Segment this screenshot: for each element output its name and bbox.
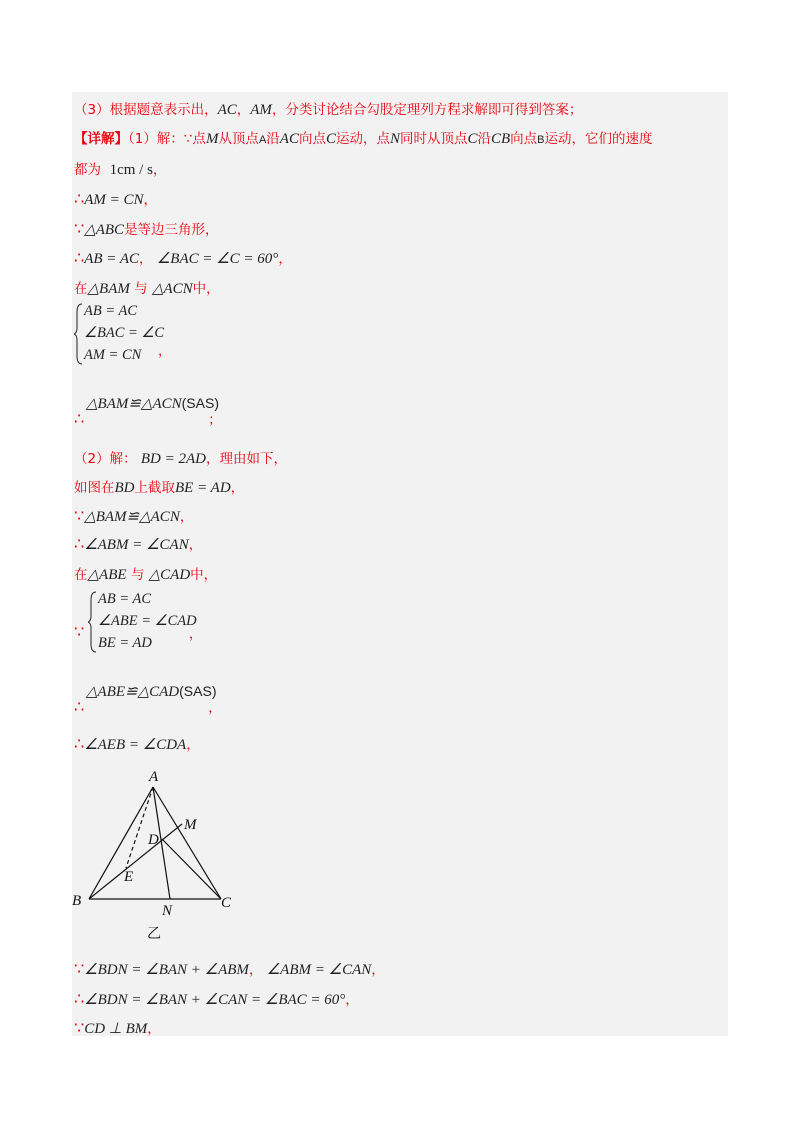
brace-icon [88,590,98,654]
construction-line: 如图在BD上截取BE = AD， [74,480,245,496]
congruence-1-therefore: ∴ ； [74,409,222,428]
system2-row-2: ∠ABE = ∠CAD [98,613,197,629]
in-triangles-line-2: 在△ABE 与 △CAD中， [74,567,218,583]
speed-line: 都为 1cm / s， [74,162,167,178]
label-c: C [221,895,232,911]
brace-icon [74,302,84,366]
detail-tag: 【详解】 [74,131,128,147]
part2-line: （2）解： BD = 2AD，理由如下， [74,451,288,467]
system2-comma: ， [189,627,203,642]
system2-because: ∵ [74,622,85,641]
in-triangles-line-1: 在△BAM 与 △ACN中， [74,281,220,297]
edge-ab [89,787,153,899]
triangle-figure [66,764,246,944]
congruence-2-therefore: ∴ ， [74,697,222,716]
angle-aeb-line: ∴∠AEB = ∠CDA， [74,734,200,753]
congruence-2-line: △ABE≌△CAD(SAS) [86,683,217,700]
figure-caption: 乙 [147,926,161,942]
angle-abm-line: ∴∠ABM = ∠CAN， [74,534,203,553]
system2-row-3: BE = AD [98,635,152,651]
ab-ac-line: ∴AB = AC， ∠BAC = ∠C = 60°， [74,248,292,267]
label-b: B [72,893,82,909]
system1-row-1: AB = AC [84,303,138,319]
label-m: M [184,817,197,833]
segment-cd [162,839,221,899]
equilateral-line: ∵△ABC是等边三角形， [74,219,219,238]
label-e: E [124,869,134,885]
label-a: A [149,769,159,785]
am-cn-line: ∴AM = CN， [74,189,157,208]
system1-row-2: ∠BAC = ∠C [84,325,165,341]
given-congruence-line: ∵△BAM≌△ACN， [74,506,194,525]
equation-system-1 [74,302,274,368]
system2-row-1: AB = AC [98,591,152,607]
system1-comma: ， [158,344,172,359]
equation-system-2 [74,590,294,656]
detail-part1-line: 【详解】（1）解：∵点M从顶点A沿AC向点C运动，点N同时从顶点C沿CB向点B运动，它们的速度 [74,131,653,147]
label-d: D [148,832,159,848]
congruence-1-line: △BAM≌△ACN(SAS) [86,395,219,412]
angle-bdn-line: ∵∠BDN = ∠BAN + ∠ABM， ∠ABM = ∠CAN， [74,959,385,978]
perpendicular-line: ∵CD ⊥ BM， [74,1018,161,1037]
angle-bdn-60-line: ∴∠BDN = ∠BAN + ∠CAN = ∠BAC = 60°， [74,989,359,1008]
system1-row-3: AM = CN [84,347,142,363]
hint-line-3: （3）根据题意表示出，AC，AM，分类讨论结合勾股定理列方程求解即可得到答案； [74,102,583,118]
label-n: N [162,903,173,919]
edge-ac [153,787,221,899]
